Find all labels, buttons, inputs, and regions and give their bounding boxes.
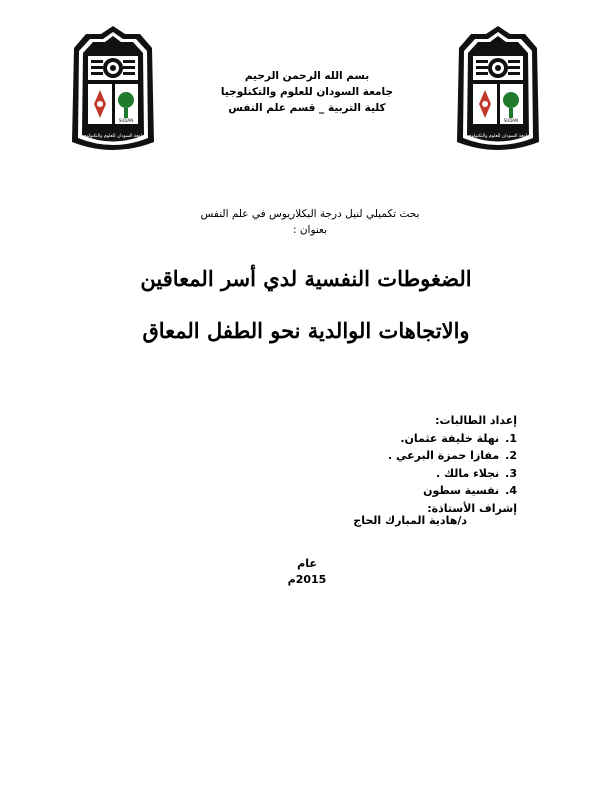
student-name: نهلة خليفة عثمان. [400,431,500,445]
student-number: 4. [505,484,517,497]
research-degree-line: بحث تكميلي لنيل درجة البكلاريوس في علم النفس [200,208,420,220]
year-block [262,556,352,588]
research-titled-label: بعنوان : [292,224,328,236]
student-number: 3. [505,466,517,480]
year-value: 2015م [287,573,327,586]
logo-ring-text: جامعة السودان للعلوم والتكنولوجيا [465,134,531,139]
supervision-heading: إشراف الأستاذة: [427,501,517,515]
page-header [180,68,434,116]
faculty-department: كلية التربية _ قسم علم النفس [228,102,386,114]
student-number: 2. [505,449,517,462]
research-intro [150,206,470,238]
thesis-title-line-2: والاتجاهات الوالدية نحو الطفل المعاق [142,318,470,343]
student-name: نفسية سطون [423,484,500,497]
logo-ring-text: جامعة السودان للعلوم والتكنولوجيا [80,134,146,139]
student-item [217,430,517,448]
thesis-title-line-1: الضغوطات النفسية لدي أسر المعاقين [140,266,472,291]
logo-badge-text: SUDAN [503,118,519,123]
student-name: نجلاء مالك . [435,466,500,480]
year-label: عام [297,557,317,570]
student-number: 1. [505,431,517,445]
student-item [217,465,517,483]
students-section [217,412,517,517]
university-logo-right [455,24,541,154]
basmala: بسم الله الرحمن الرحيم [244,70,370,82]
logo-badge-text: SUDAN [118,118,134,123]
students-heading: إعداد الطالبات: [435,414,517,427]
supervisor-name: د/هادية المبارك الحاج [353,514,467,527]
student-item [217,482,517,500]
university-name: جامعة السودان للعلوم والتكنلوجيا [220,86,394,98]
university-logo-left [70,24,156,154]
student-item [217,447,517,465]
student-name: مفازا حمزة البرعي . [388,449,500,462]
